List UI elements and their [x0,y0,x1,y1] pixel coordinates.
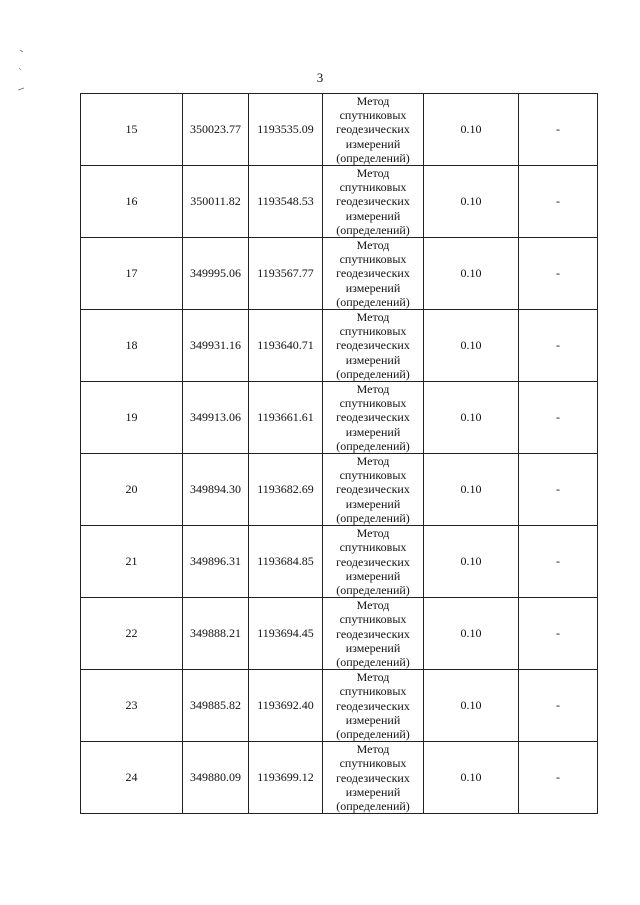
point-number-cell: 20 [81,454,183,526]
method-text-line: измерений [345,208,401,223]
method-cell [323,598,424,670]
method-text-line: Метод [356,598,390,613]
method-cell [323,94,424,166]
coordinates-table-body [81,94,598,814]
accuracy-cell: 0.10 [424,94,519,166]
method-cell [323,454,424,526]
method-text-line: (определений) [336,582,410,597]
coordinate-x-cell: 349896.31 [183,526,249,598]
accuracy-cell: 0.10 [424,166,519,238]
accuracy-cell: 0.10 [424,742,519,814]
method-text-line: геодезических [336,194,410,209]
method-cell [323,310,424,382]
table-row [81,310,598,382]
accuracy-cell: 0.10 [424,598,519,670]
table-row [81,526,598,598]
point-number-cell: 15 [81,94,183,166]
accuracy-cell: 0.10 [424,454,519,526]
method-text-line: измерений [345,640,401,655]
method-text-line: геодезических [336,338,410,353]
method-text-line: измерений [345,280,401,295]
coordinate-x-cell: 349913.06 [183,382,249,454]
note-cell: - [519,166,598,238]
table-row [81,454,598,526]
method-text-line: измерений [345,352,401,367]
method-text-line: спутниковых [339,540,407,555]
note-cell: - [519,382,598,454]
coordinate-x-cell: 350023.77 [183,94,249,166]
table-row [81,670,598,742]
method-cell [323,382,424,454]
method-text-line: спутниковых [339,180,407,195]
accuracy-cell: 0.10 [424,310,519,382]
point-number-cell: 21 [81,526,183,598]
method-text-line: (определений) [336,798,410,813]
table-row [81,382,598,454]
method-text-line: геодезических [336,122,410,137]
coordinate-x-cell: 349880.09 [183,742,249,814]
coordinate-y-cell: 1193661.61 [249,382,323,454]
accuracy-cell: 0.10 [424,526,519,598]
method-text-line: Метод [356,742,390,757]
method-cell [323,670,424,742]
note-cell: - [519,598,598,670]
note-cell: - [519,454,598,526]
method-text-line: Метод [356,670,390,685]
coordinate-x-cell: 349888.21 [183,598,249,670]
method-cell [323,526,424,598]
method-text-line: измерений [345,568,401,583]
coordinate-y-cell: 1193640.71 [249,310,323,382]
coordinate-y-cell: 1193535.09 [249,94,323,166]
note-cell: - [519,238,598,310]
method-cell [323,238,424,310]
method-cell [323,166,424,238]
method-text-line: измерений [345,496,401,511]
method-text-line: Метод [356,310,390,325]
method-text-line: спутниковых [339,324,407,339]
method-text-line: спутниковых [339,756,407,771]
coordinate-x-cell: 349931.16 [183,310,249,382]
note-cell: - [519,94,598,166]
method-text-line: геодезических [336,266,410,281]
method-text-line: измерений [345,784,401,799]
coordinates-table [80,93,598,814]
table-row [81,238,598,310]
method-text-line: спутниковых [339,252,407,267]
method-text-line: Метод [356,526,390,541]
method-cell [323,742,424,814]
table-row [81,598,598,670]
method-text-line: Метод [356,454,390,469]
method-text-line: геодезических [336,626,410,641]
note-cell: - [519,526,598,598]
accuracy-cell: 0.10 [424,670,519,742]
method-text-line: спутниковых [339,468,407,483]
coordinate-y-cell: 1193567.77 [249,238,323,310]
point-number-cell: 22 [81,598,183,670]
table-row [81,166,598,238]
coordinate-y-cell: 1193694.45 [249,598,323,670]
method-text-line: спутниковых [339,396,407,411]
method-text-line: спутниковых [339,108,407,123]
method-text-line: Метод [356,166,390,181]
page-number: 3 [316,70,324,85]
method-text-line: (определений) [336,150,410,165]
method-text-line: Метод [356,94,390,108]
method-text-line: геодезических [336,770,410,785]
coordinate-x-cell: 350011.82 [183,166,249,238]
point-number-cell: 16 [81,166,183,238]
method-text-line: измерений [345,424,401,439]
method-text-line: измерений [345,712,401,727]
method-text-line: (определений) [336,726,410,741]
method-text-line: (определений) [336,294,410,309]
note-cell: - [519,742,598,814]
method-text-line: измерений [345,136,401,151]
coordinate-y-cell: 1193548.53 [249,166,323,238]
table-row [81,94,598,166]
coordinate-y-cell: 1193699.12 [249,742,323,814]
coordinate-y-cell: 1193682.69 [249,454,323,526]
point-number-cell: 18 [81,310,183,382]
note-cell: - [519,670,598,742]
method-text-line: спутниковых [339,612,407,627]
coordinate-x-cell: 349894.30 [183,454,249,526]
coordinate-y-cell: 1193692.40 [249,670,323,742]
method-text-line: геодезических [336,554,410,569]
coordinate-y-cell: 1193684.85 [249,526,323,598]
method-text-line: Метод [356,382,390,397]
method-text-line: спутниковых [339,684,407,699]
method-text-line: геодезических [336,698,410,713]
point-number-cell: 19 [81,382,183,454]
coordinate-x-cell: 349995.06 [183,238,249,310]
method-text-line: (определений) [336,654,410,669]
accuracy-cell: 0.10 [424,238,519,310]
method-text-line: Метод [356,238,390,253]
note-cell: - [519,310,598,382]
coordinate-x-cell: 349885.82 [183,670,249,742]
method-text-line: (определений) [336,366,410,381]
method-text-line: геодезических [336,410,410,425]
method-text-line: (определений) [336,510,410,525]
accuracy-cell: 0.10 [424,382,519,454]
table-row [81,742,598,814]
point-number-cell: 24 [81,742,183,814]
method-text-line: геодезических [336,482,410,497]
method-text-line: (определений) [336,438,410,453]
point-number-cell: 23 [81,670,183,742]
method-text-line: (определений) [336,222,410,237]
point-number-cell: 17 [81,238,183,310]
